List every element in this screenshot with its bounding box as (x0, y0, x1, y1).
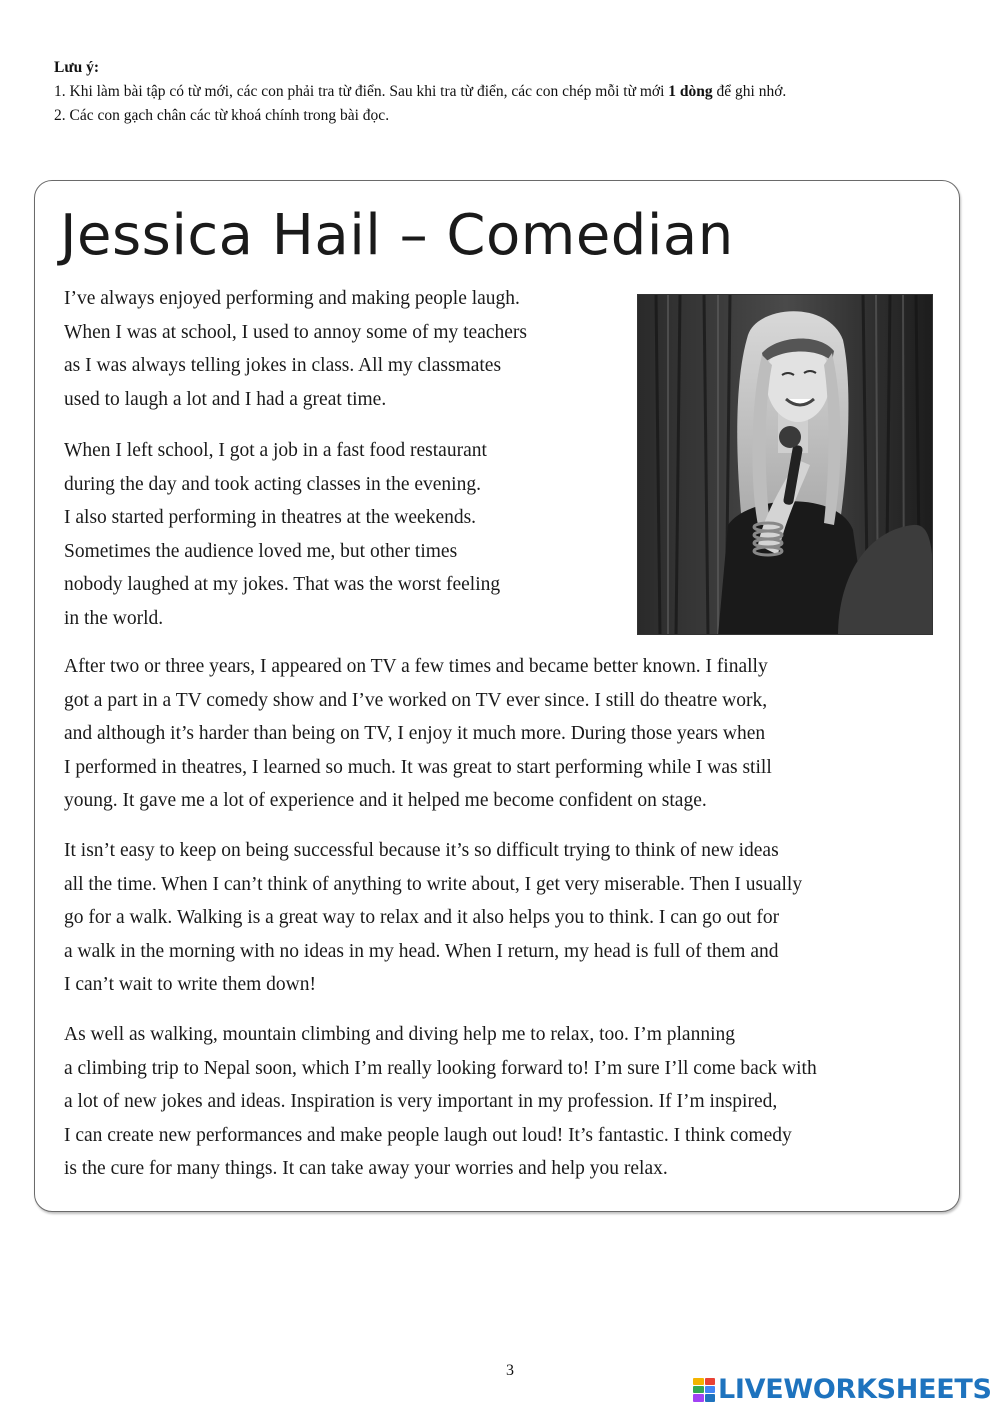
note-line-1-bold: 1 dòng (668, 83, 713, 100)
text-line: I performed in theatres, I learned so much. It was great to start performing while I was still (64, 756, 772, 778)
text-line: all the time. When I can’t think of anything to write about, I get very miserable. Then I usually (64, 873, 803, 895)
brand-name: LIVEWORKSHEETS (718, 1374, 992, 1405)
text-line: during the day and took acting classes in the evening. (64, 473, 481, 495)
text-line: a lot of new jokes and ideas. Inspiration is very important in my profession. If I’m inspired, (64, 1091, 778, 1112)
text-line: When I was at school, I used to annoy some of my teachers (64, 321, 527, 343)
text-line: a walk in the morning with no ideas in my head. When I return, my head is full of them and (64, 940, 779, 962)
text-line: After two or three years, I appeared on TV a few times and became better known. I finally (64, 656, 768, 677)
paragraph-3 (64, 650, 772, 818)
paragraph-1 (64, 282, 527, 416)
instruction-note (54, 56, 974, 128)
note-line-2: 2. Các con gạch chân các từ khoá chính trong bài đọc. (54, 107, 390, 124)
paragraph-5 (64, 1018, 817, 1186)
text-line: a climbing trip to Nepal soon, which I’m really looking forward to! I’m sure I’ll come back with (64, 1057, 817, 1079)
text-line: go for a walk. Walking is a great way to relax and it also helps you to think. I can go out for (64, 907, 780, 928)
text-line: used to laugh a lot and I had a great time. (64, 388, 387, 410)
text-line: As well as walking, mountain climbing and diving help me to relax, too. I’m planning (64, 1024, 736, 1045)
note-title: Lưu ý: (54, 59, 100, 76)
note-line-1-end: để ghi nhớ. (712, 83, 787, 100)
text-line: young. It gave me a lot of experience and it helped me become confident on stage. (64, 790, 707, 811)
paragraph-2 (64, 434, 500, 635)
liveworksheets-logo[interactable] (693, 1374, 992, 1405)
text-line: I also started performing in theatres at the weekends. (64, 507, 477, 528)
text-line: I can’t wait to write them down! (64, 974, 316, 995)
note-line-1-text: 1. Khi làm bài tập có từ mới, các con phải tra từ điển. Sau khi tra từ điển, các con chép mỗi từ mới (54, 83, 669, 100)
text-line: as I was always telling jokes in class. All my classmates (64, 355, 502, 376)
comedian-photo (637, 294, 933, 635)
text-line: and although it’s harder than being on TV, I enjoy it much more. During those years when (64, 723, 766, 744)
text-line: I’ve always enjoyed performing and making people laugh. (64, 288, 520, 309)
paragraph-4 (64, 834, 802, 1002)
text-line: got a part in a TV comedy show and I’ve worked on TV ever since. I still do theatre work, (64, 689, 768, 711)
text-line: When I left school, I got a job in a fast food restaurant (64, 440, 487, 461)
text-line: I can create new performances and make people laugh out loud! It’s fantastic. I think comedy (64, 1124, 792, 1146)
text-line: nobody laughed at my jokes. That was the worst feeling (64, 574, 501, 595)
text-line: It isn’t easy to keep on being successful because it’s so difficult trying to think of new ideas (64, 840, 779, 861)
brand-blocks-icon (693, 1378, 715, 1402)
text-line: in the world. (64, 607, 164, 629)
text-line: Sometimes the audience loved me, but other times (64, 540, 458, 562)
text-line: is the cure for many things. It can take away your worries and help you relax. (64, 1158, 668, 1179)
page-number: 3 (506, 1362, 514, 1379)
note-line-1 (54, 80, 974, 104)
article-title: Jessica Hail – Comedian (60, 203, 734, 268)
